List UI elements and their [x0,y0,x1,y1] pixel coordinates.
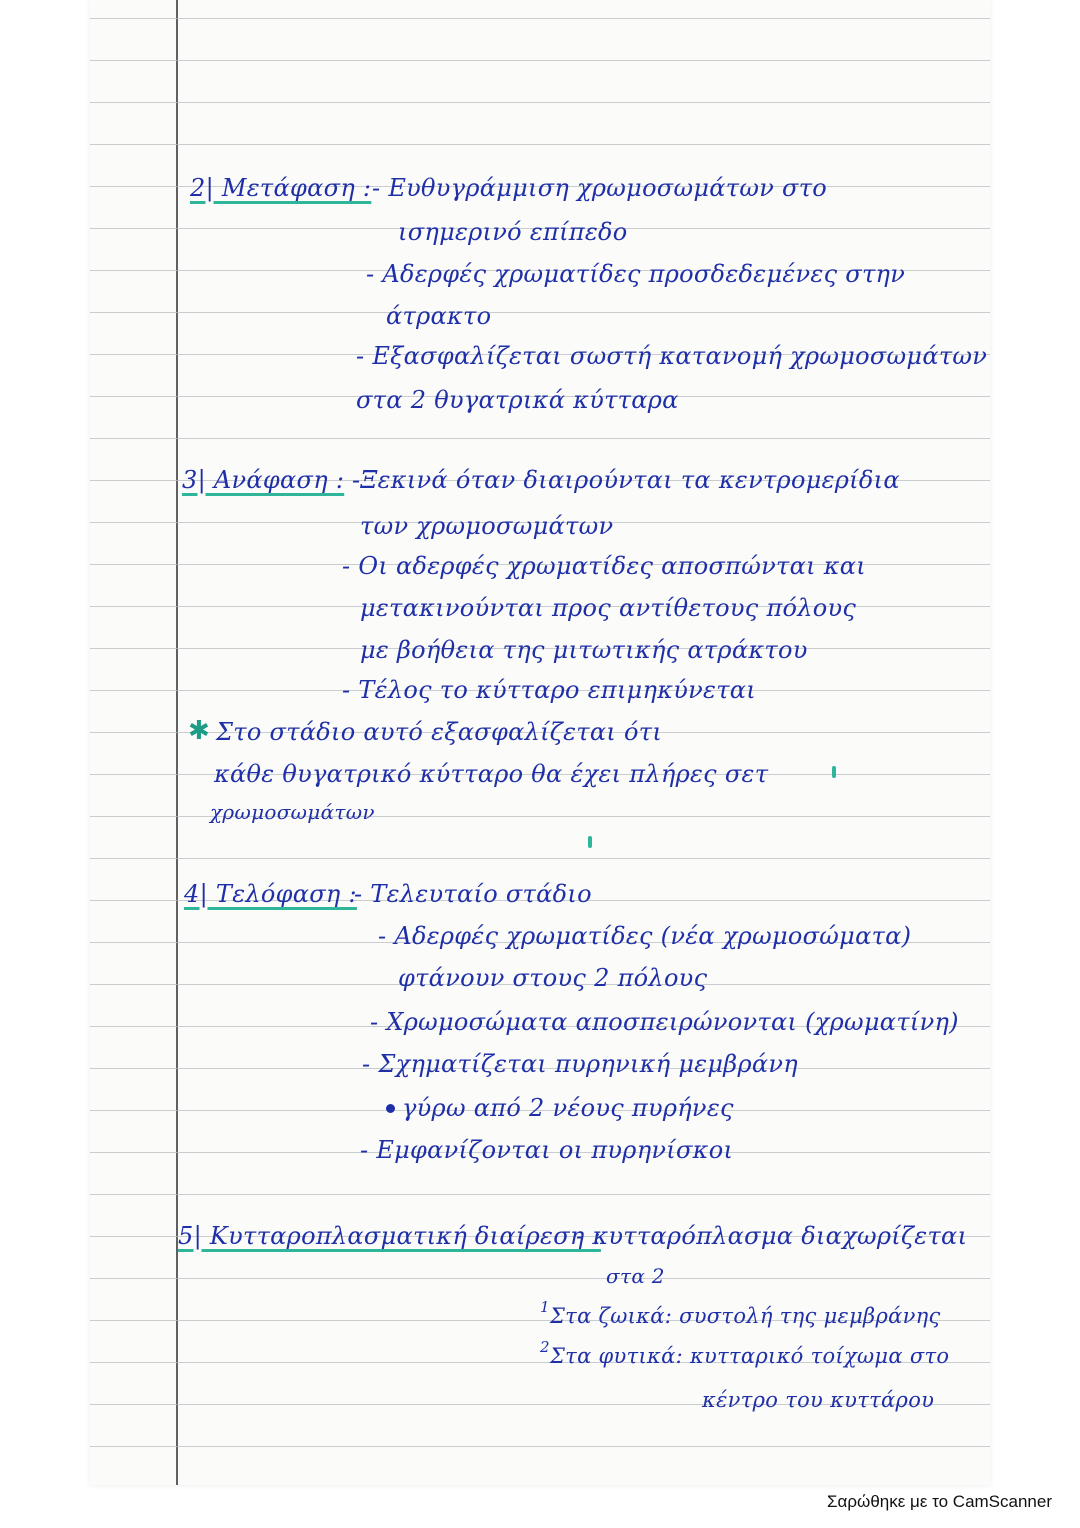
anaphase-item-6: - Τέλος το κύτταρο επιμηκύνεται [342,676,757,704]
cytokinesis-item-5: κέντρο του κυττάρου [702,1388,935,1412]
anaphase-note-2: κάθε θυγατρικό κύτταρο θα έχει πλήρες σετ [214,760,769,788]
metaphase-item-5: - Εξασφαλίζεται σωστή κατανομή χρωμοσωμάτων [356,342,988,370]
cytokinesis-heading: 5| Κυτταροπλασματική διαίρεση : [178,1222,601,1250]
telophase-heading: 4| Τελόφαση : [184,880,357,908]
ink-speck [832,766,836,778]
ruled-line [90,60,990,61]
ruled-line [90,144,990,145]
anaphase-note-1: Στο στάδιο αυτό εξασφαλίζεται ότι [216,718,663,746]
scanner-watermark: Σαρώθηκε με το CamScanner [827,1492,1052,1511]
ruled-line [90,1446,990,1447]
ruled-line [90,1194,990,1195]
marker-1: 1 [540,1298,550,1316]
metaphase-heading: 2| Μετάφαση : [190,174,372,202]
anaphase-item-1: -Ξεκινά όταν διαιρούνται τα κεντρομερίδια [352,466,900,494]
ruled-line [90,858,990,859]
metaphase-item-2: ισημερινό επίπεδο [398,218,628,246]
telophase-item-5: - Σχηματίζεται πυρηνική μεμβράνη [362,1050,798,1078]
cytokinesis-item-1: - κυτταρόπλασμα διαχωρίζεται [576,1222,968,1250]
asterisk-icon: ✱ [188,716,210,746]
anaphase-note-3: χρωμοσωμάτων [210,800,375,824]
notebook-page [90,0,990,1485]
anaphase-item-5: με βοήθεια της μιτωτικής ατράκτου [360,636,808,664]
metaphase-item-1: - Ευθυγράμμιση χρωμοσωμάτων στο [372,174,828,202]
anaphase-heading: 3| Ανάφαση : [182,466,345,494]
telophase-item-4: - Χρωμοσώματα αποσπειρώνονται (χρωματίνη) [370,1008,959,1036]
cytokinesis-item-3: Στα ζωικά: συστολή της μεμβράνης [550,1304,941,1328]
ruled-line [90,438,990,439]
metaphase-item-4: άτρακτο [386,302,492,330]
ruled-line [90,102,990,103]
anaphase-item-3: - Οι αδερφές χρωματίδες αποσπώνται και [342,552,866,580]
telophase-item-1: - Τελευταίο στάδιο [354,880,592,908]
metaphase-item-3: - Αδερφές χρωματίδες προσδεδεμένες στην [366,260,906,288]
telophase-item-7: - Εμφανίζονται οι πυρηνίσκοι [360,1136,734,1164]
telophase-item-2: - Αδερφές χρωματίδες (νέα χρωμοσώματα) [378,922,912,950]
cytokinesis-item-4: Στα φυτικά: κυτταρικό τοίχωμα στο [550,1344,950,1368]
margin-line [176,0,178,1485]
anaphase-item-2: των χρωμοσωμάτων [360,512,614,540]
anaphase-item-4: μετακινούνται προς αντίθετους πόλους [360,594,857,622]
ink-speck [588,836,592,848]
marker-2: 2 [540,1338,550,1356]
ruled-line [90,1278,990,1279]
telophase-item-3: φτάνουν στους 2 πόλους [398,964,708,992]
cytokinesis-item-2: στα 2 [606,1264,665,1288]
ruled-line [90,18,990,19]
telophase-item-6: γύρω από 2 νέους πυρήνες [402,1094,734,1122]
ruled-line [90,312,990,313]
metaphase-item-6: στα 2 θυγατρικά κύτταρα [356,386,679,414]
bullet-dot-icon [386,1104,395,1113]
